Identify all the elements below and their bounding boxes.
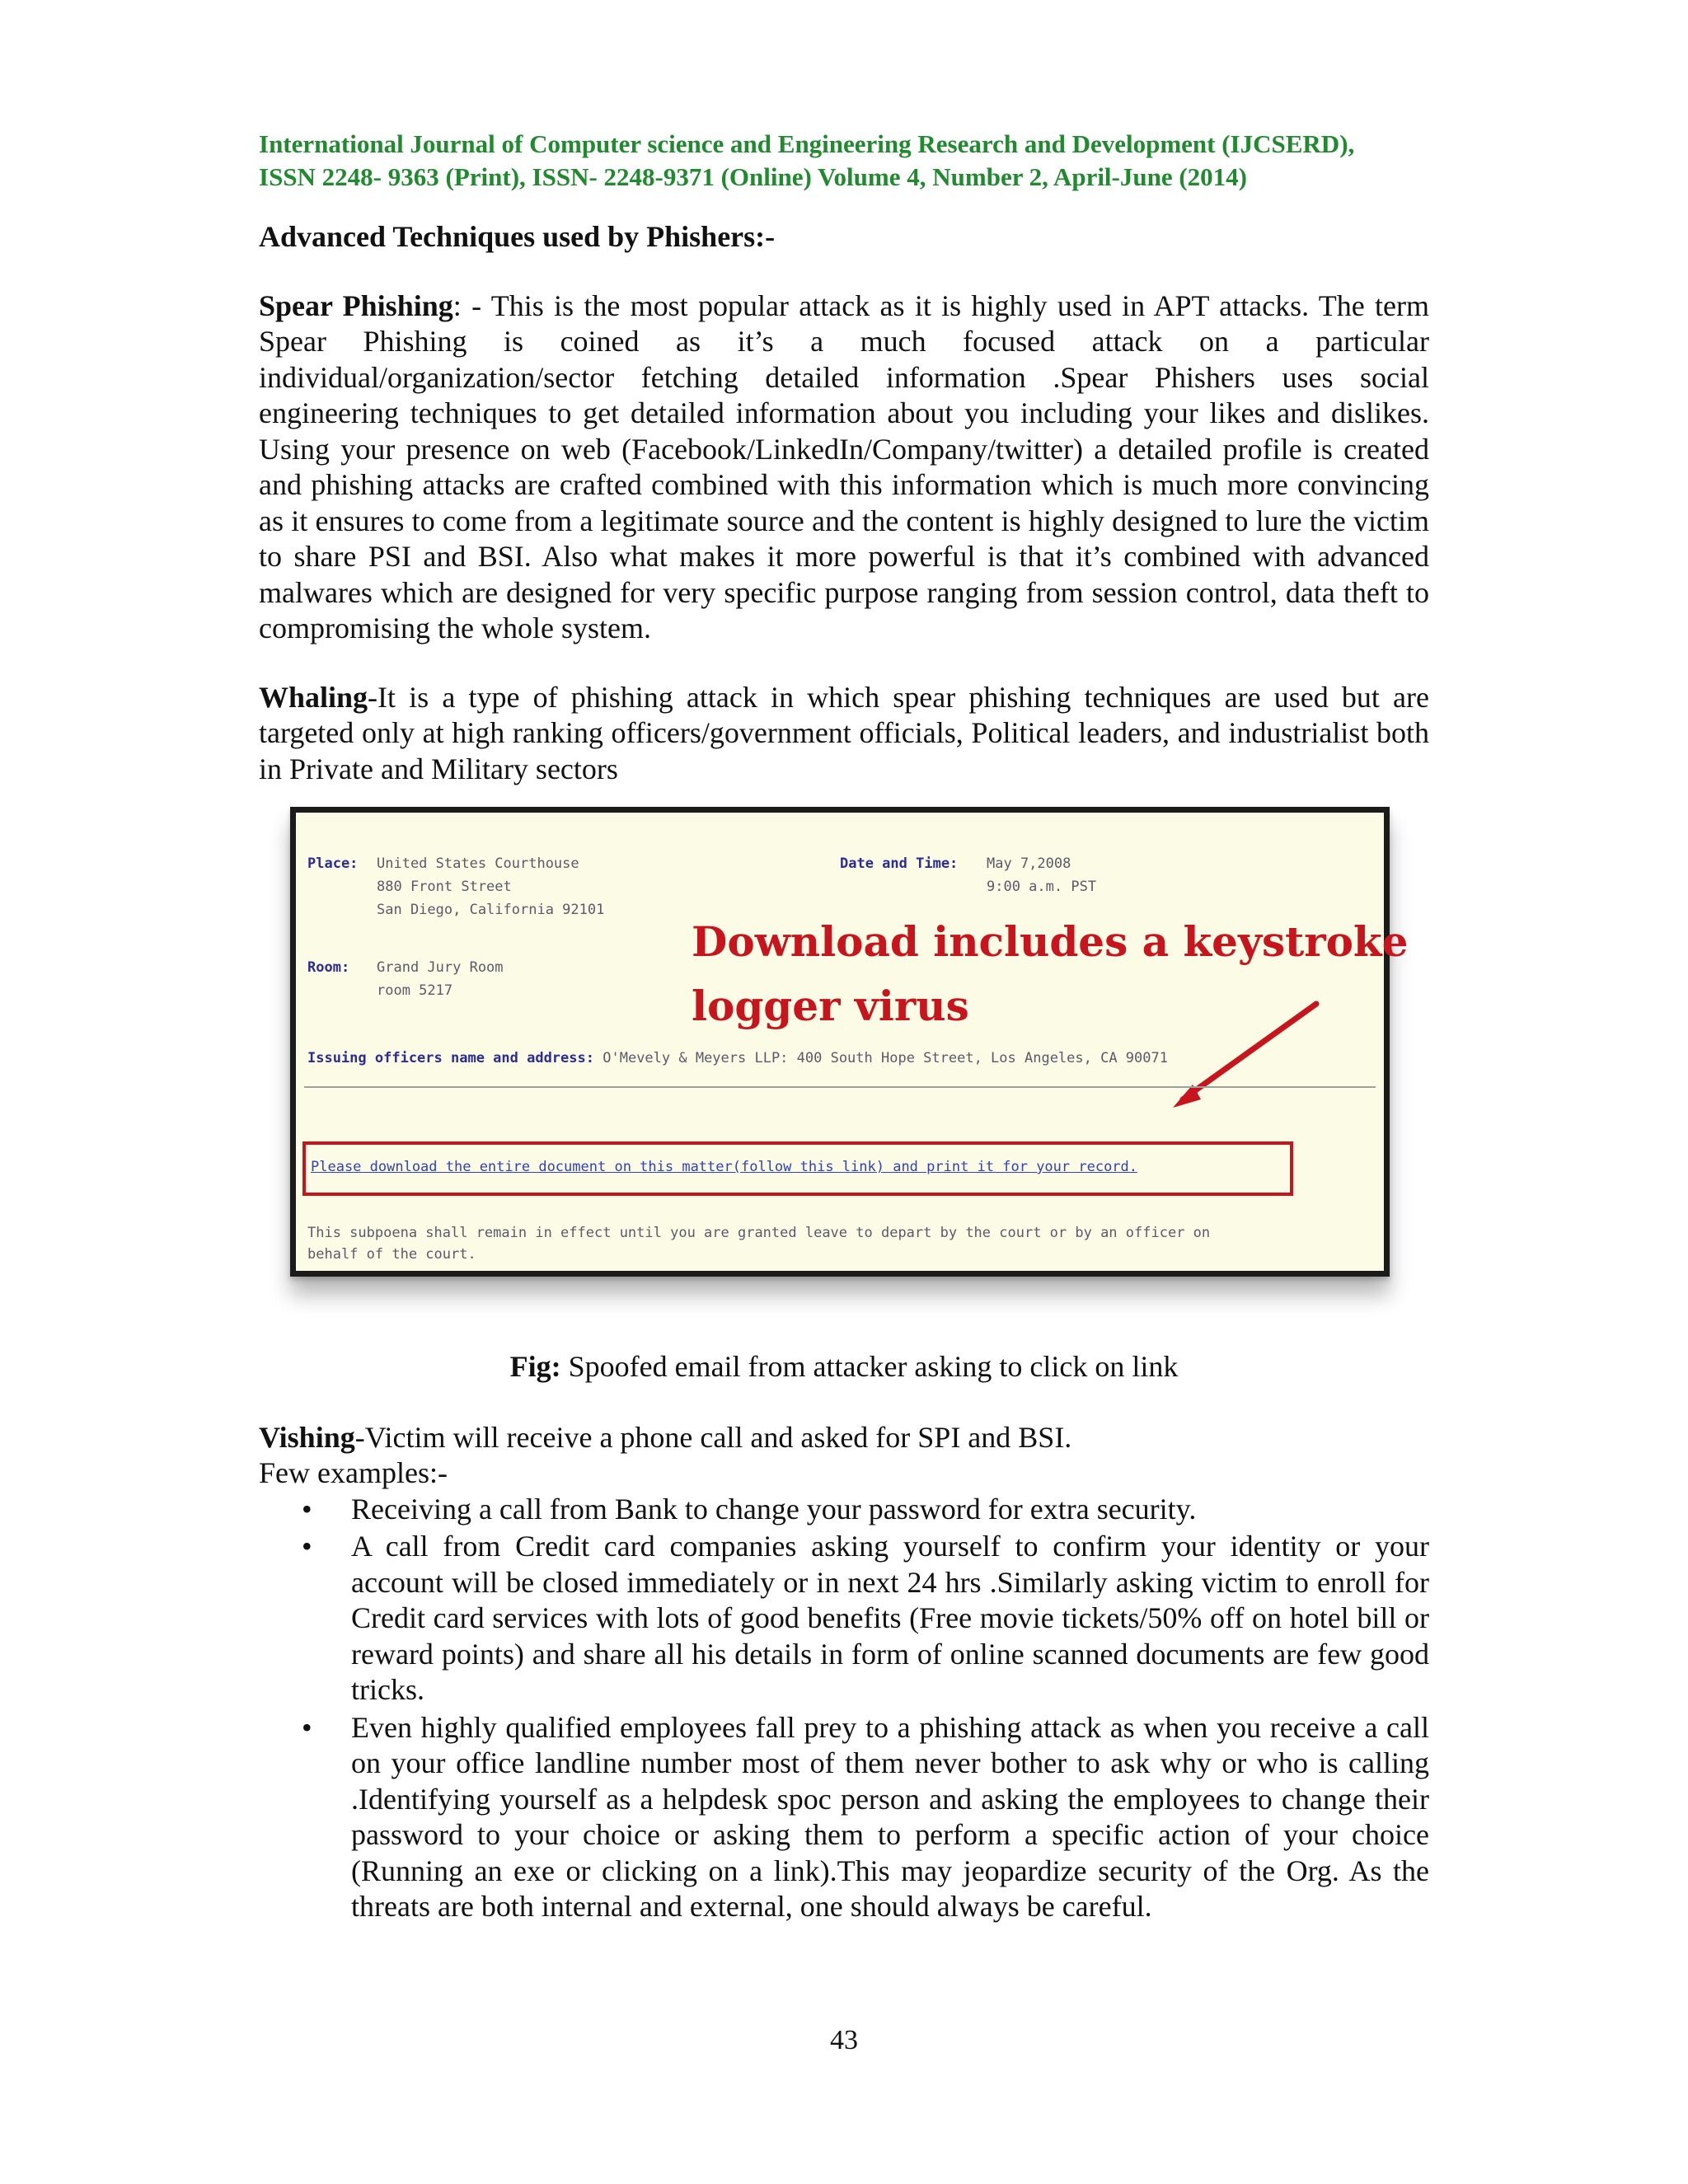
list-item-text: A call from Credit card companies asking yourself to confirm your identity or your account will be closed immediately or in next 24 hrs .Similarly asking victim to enroll for Credit card services with lots of good benefits (Free movie tickets/50% off on hotel bill or reward points) and share all his details in form of online scanned documents are few good tricks. [351,1530,1429,1706]
keystroke-logger-callout [692,910,1408,1038]
whaling-paragraph [259,680,1429,788]
caption-label: Fig: [509,1350,561,1383]
spear-phishing-paragraph [259,288,1429,647]
room-line-2: room 5217 [377,982,453,999]
bullet-icon: • [302,1492,312,1526]
vishing-term: Vishing [259,1420,355,1454]
journal-header [259,128,1429,194]
caption-text: Spoofed email from attacker asking to click on link [560,1350,1179,1383]
room-label: Room: [307,959,350,976]
date-line-1: May 7,2008 [987,855,1071,872]
spear-phishing-term: Spear Phishing [259,288,453,322]
bullet-icon: • [302,1530,312,1563]
vishing-text: -Victim will receive a phone call and asked for SPI and BSI. [354,1420,1072,1454]
vishing-paragraph [259,1420,1429,1456]
page-number: 43 [830,2025,858,2055]
journal-header-line-1: International Journal of Computer science and Engineering Research and Development (IJCSERD), [259,129,1355,158]
journal-header-line-2: ISSN 2248- 9363 (Print), ISSN- 2248-9371 (Online) Volume 4, Number 2, April-June (2014) [259,162,1248,191]
place-line-1: United States Courthouse [377,855,579,872]
footer-line-1: This subpoena shall remain in effect until you are granted leave to depart by the court or by an officer on [307,1225,1211,1241]
date-line-2: 9:00 a.m. PST [987,879,1097,895]
footer-line-2: behalf of the court. [307,1246,476,1263]
place-line-2: 880 Front Street [377,879,512,895]
list-item [259,1492,1429,1528]
callout-line-2: logger virus [692,982,969,1030]
room-line-1: Grand Jury Room [377,959,504,976]
place-line-3: San Diego, California 92101 [377,902,605,918]
vishing-examples-list [259,1492,1429,1925]
figure-spoofed-email [259,789,1429,1343]
divider-line [304,1086,1376,1088]
list-item-text: Even highly qualified employees fall prey to a phishing attack as when you receive a call on your office landline number most of them never bother to ask why or who is calling .Identifying yourself as a helpdesk spoc person and asking the employees to change their password to your choice or asking them to perform a specific action of your choice (Running an exe or clicking on a link).This may jeopardize security of the Org. As the threats are both internal and external, one should always be careful. [351,1710,1429,1923]
list-item [259,1710,1429,1925]
list-item-text: Receiving a call from Bank to change your password for extra security. [351,1492,1197,1526]
date-label: Date and Time: [840,855,959,872]
spear-phishing-text: : - This is the most popular attack as it is highly used in APT attacks. The term Spear Phishing is coined as it’s a much focused attack on a particular individual/organization/sector fetching detailed information .Spear Phishers uses social engineering techniques to get detailed information about you including your likes and dislikes. Using your presence on web (Facebook/LinkedIn/Company/twitter) a detailed profile is created and phishing attacks are crafted combined with this information which is much more convincing as it ensures to come from a legitimate source and the content is highly designed to lure the victim to share PSI and BSI. Also what makes it more powerful is that it’s combined with advanced malwares which are designed for very specific purpose ranging from session control, data theft to compromising the whole system. [259,288,1430,644]
callout-line-1: Download includes a keystroke [692,917,1409,966]
figure-caption [259,1349,1429,1385]
examples-intro: Few examples:- [259,1456,448,1489]
issuing-value: O'Mevely & Meyers LLP: 400 South Hope Street, Los Angeles, CA 90071 [603,1050,1168,1066]
whaling-term: Whaling [259,680,368,714]
phishing-download-link[interactable]: Please download the entire document on this matter(follow this link) and print it for your record. [311,1159,1138,1175]
list-item [259,1529,1429,1708]
main-content [259,219,1429,1927]
email-screenshot [290,807,1409,1277]
section-title: Advanced Techniques used by Phishers:- [259,220,776,253]
place-label: Place: [307,855,359,872]
whaling-text: -It is a type of phishing attack in which spear phishing techniques are used but are targeted only at high ranking officers/government officials, Political leaders, and industrialist both in Private and Military sectors [259,680,1429,785]
bullet-icon: • [302,1710,312,1744]
issuing-label: Issuing officers name and address: [307,1050,594,1066]
